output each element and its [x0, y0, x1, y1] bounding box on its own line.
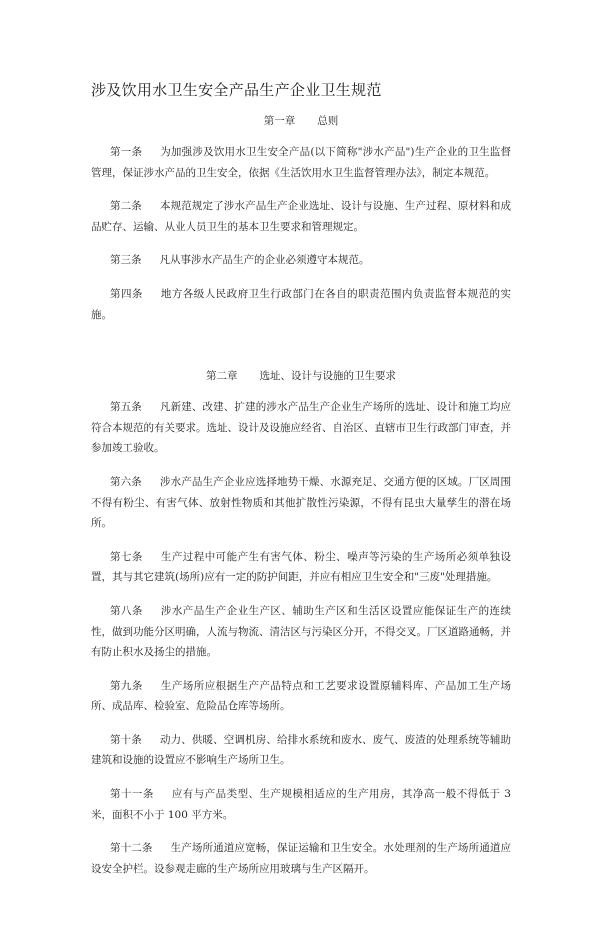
article-label: 第九条 [110, 679, 143, 692]
article-12 [91, 838, 511, 879]
article-text: 应有与产品类型、生产规模相适应的生产用房，其净高一般不得低于 3 米，面积不小于 100 平方米。 [91, 788, 511, 821]
article-label: 第四条 [110, 287, 143, 300]
chapter-number: 第一章 [263, 115, 296, 127]
article-label: 第八条 [110, 604, 143, 617]
article-label: 第一条 [110, 146, 143, 158]
article-6 [91, 472, 511, 534]
article-label: 第三条 [110, 254, 142, 267]
article-text: 生产场所通道应宽畅，保证运输和卫生安全。水处理剂的生产场所通道应设安全护栏。设参观走廊的生产场所应用玻璃与生产区隔开。 [91, 842, 512, 875]
article-text: 地方各级人民政府卫生行政部门在各自的职责范围内负责监督本规范的实施。 [91, 287, 512, 321]
article-label: 第二条 [110, 200, 142, 213]
article-label: 第七条 [110, 550, 143, 563]
document-title: 涉及饮用水卫生安全产品生产企业卫生规范 [91, 81, 382, 99]
article-text: 凡新建、改建、扩建的涉水产品生产企业生产场所的选址、设计和施工均应符合本规范的有关要求。选址、设计及设施应经省、自治区、直辖市卫生行政部门审查，并参加竣工验收。 [91, 401, 512, 455]
article-label: 第五条 [110, 401, 142, 414]
article-text: 本规范规定了涉水产品生产企业选址、设计与设施、生产过程、原材料和成品贮存、运输、从业人员卫生的基本卫生要求和管理规定。 [91, 200, 512, 233]
chapter-number: 第二章 [206, 370, 238, 383]
article-9 [91, 676, 511, 717]
article-8 [91, 601, 511, 663]
article-11 [91, 784, 511, 825]
article-label: 第十条 [110, 733, 142, 746]
article-1 [91, 142, 511, 183]
article-2 [91, 196, 511, 237]
article-label: 第六条 [110, 475, 142, 488]
article-label: 第十二条 [110, 842, 153, 855]
article-text: 涉水产品生产企业生产区、辅助生产区和生活区设置应能保证生产的连续性，做到功能分区明确，人流与物流、清洁区与污染区分开，不得交叉。厂区道路通畅，并有防止积水及扬尘的措施。 [91, 604, 512, 659]
article-5 [91, 397, 511, 459]
article-label: 第十一条 [110, 788, 154, 801]
chapter-heading-2 [91, 367, 511, 385]
article-text: 生产过程中可能产生有害气体、粉尘、噪声等污染的生产场所必须单独设置，其与其它建筑(场所)应有一定的防护间距，并应有相应卫生安全和"三废"处理措施。 [91, 550, 512, 584]
article-text: 生产场所应根据生产产品特点和工艺要求设置原辅料库、产品加工生产场所、成品库、检验室、危险品仓库等场所。 [91, 679, 512, 713]
chapter-heading-1 [91, 112, 511, 130]
article-7 [91, 547, 511, 588]
chapter-name: 选址、设计与设施的卫生要求 [259, 370, 396, 383]
article-text: 涉水产品生产企业应选择地势干燥、水源充足、交通方便的区域。厂区周围不得有粉尘、有害气体、放射性物质和其他扩散性污染源，不得有昆虫大量孳生的潜在场所。 [91, 475, 512, 530]
article-4 [91, 284, 511, 325]
article-10 [91, 730, 511, 771]
article-text: 动力、供暖、空调机房、给排水系统和废水、废气、废渣的处理系统等辅助建筑和设施的设置应不影响生产场所卫生。 [91, 733, 512, 767]
chapter-name: 总则 [317, 115, 339, 127]
article-text: 凡从事涉水产品生产的企业必须遵守本规范。 [159, 254, 370, 267]
article-3 [91, 250, 511, 271]
article-text: 为加强涉及饮用水卫生安全产品(以下简称"涉水产品")生产企业的卫生监督管理，保证涉水产品的卫生安全，依据《生活饮用水卫生监督管理办法》，制定本规范。 [91, 146, 512, 179]
